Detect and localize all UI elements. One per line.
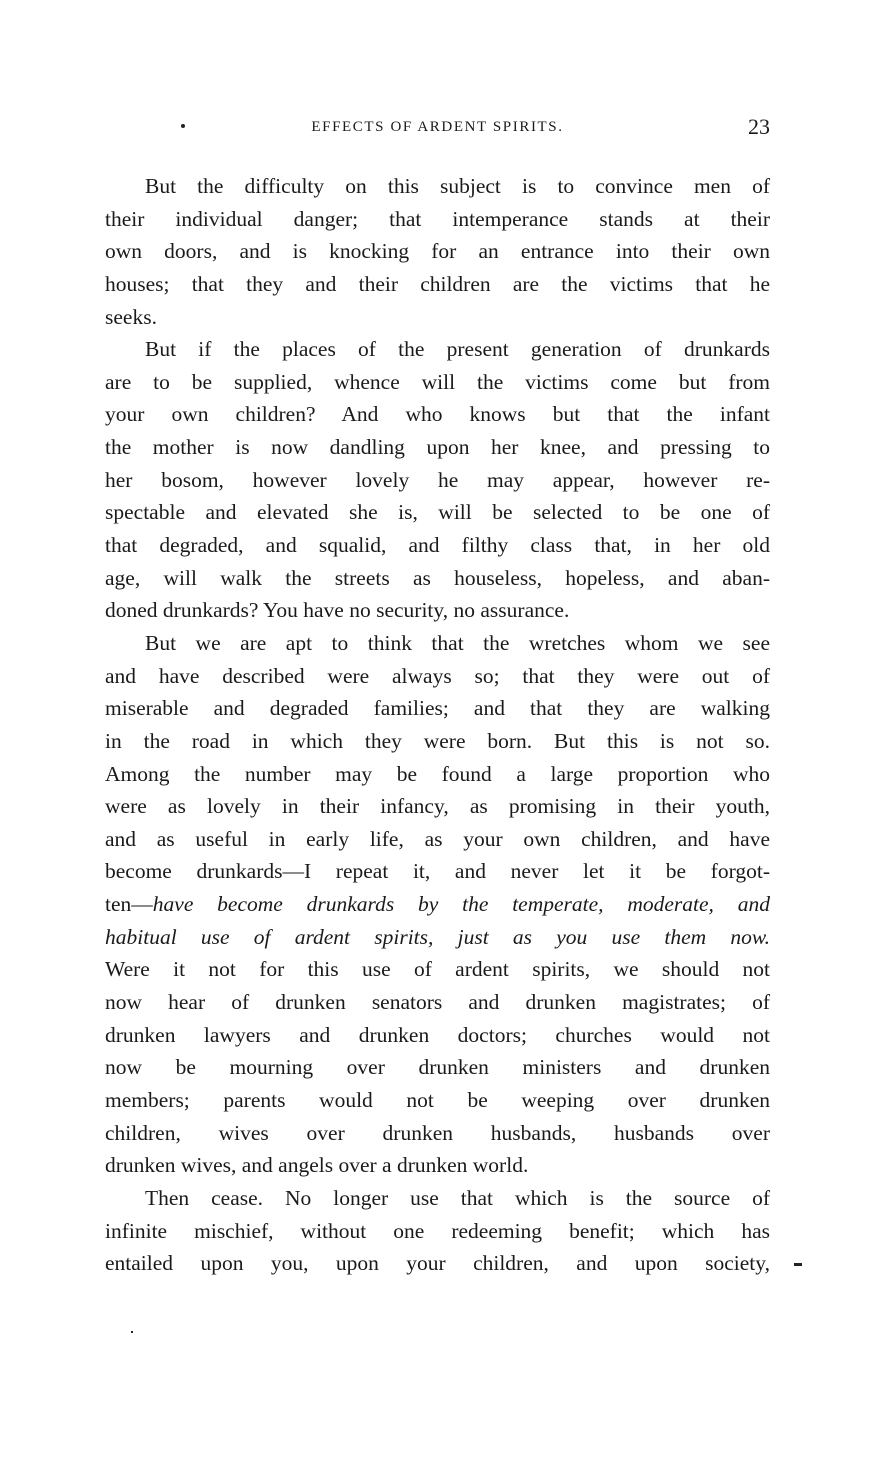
text-line: drunken lawyers and drunken doctors; churches would not — [105, 1022, 770, 1047]
text-line: seeks. — [105, 304, 157, 329]
text-line: that degraded, and squalid, and filthy class that, in her old — [105, 533, 770, 558]
text-line: Were it not for this use of ardent spirits, we should not — [105, 957, 770, 982]
text-line: her bosom, however lovely he may appear, however re- — [105, 467, 770, 492]
running-title: EFFECTS OF ARDENT SPIRITS. — [311, 119, 564, 135]
text-line: now hear of drunken senators and drunken magistrates; of — [105, 990, 770, 1015]
running-header — [105, 114, 770, 142]
text-line: entailed upon you, upon your children, and upon society, — [105, 1251, 770, 1276]
text-line: children, wives over drunken husbands, husbands over — [105, 1120, 770, 1145]
text-line: But we are apt to think that the wretches whom we see — [145, 630, 770, 655]
text-line: miserable and degraded families; and that they are walking — [105, 696, 770, 721]
text-line: now be mourning over drunken ministers and drunken — [105, 1055, 770, 1080]
text-line: their individual danger; that intemperance stands at their — [105, 206, 770, 231]
text-line: infinite mischief, without one redeeming benefit; which has — [105, 1218, 770, 1243]
text-line: age, will walk the streets as houseless, hopeless, and aban- — [105, 565, 770, 590]
page-number: 23 — [748, 114, 770, 139]
text-line: Among the number may be found a large proportion who — [105, 761, 770, 786]
text-line: in the road in which they were born. But this is not so. — [105, 728, 770, 753]
text-line: members; parents would not be weeping over drunken — [105, 1087, 770, 1112]
text-line: are to be supplied, whence will the victims come but from — [105, 369, 770, 394]
text-line: doned drunkards? You have no security, no assurance. — [105, 598, 570, 623]
text-line — [105, 888, 770, 921]
text-line: own doors, and is knocking for an entrance into their own — [105, 239, 770, 264]
text-segment: ten— — [105, 892, 153, 917]
text-line: Then cease. No longer use that which is the source of — [145, 1185, 770, 1210]
text-line: and have described were always so; that they were out of — [105, 663, 770, 688]
text-line: and as useful in early life, as your own children, and have — [105, 826, 770, 851]
text-line — [105, 921, 770, 954]
italic-text-segment: habitual use of ardent spirits, just as you use them now. — [105, 924, 770, 949]
text-line: houses; that they and their children are the victims that he — [105, 271, 770, 296]
scan-speck — [794, 1263, 802, 1266]
text-line: the mother is now dandling upon her knee, and pressing to — [105, 435, 770, 460]
italic-text-segment: have become drunkards by the temperate, moderate, and — [152, 892, 770, 917]
text-line: drunken wives, and angels over a drunken world. — [105, 1153, 529, 1178]
text-line: But the difficulty on this subject is to convince men of — [145, 174, 770, 198]
text-line: were as lovely in their infancy, as promising in their youth, — [105, 794, 770, 819]
page-body-text — [105, 170, 770, 1280]
scan-speck — [131, 1331, 133, 1333]
text-line: But if the places of the present generation of drunkards — [145, 337, 770, 362]
text-line: your own children? And who knows but that the infant — [105, 402, 770, 427]
text-line: spectable and elevated she is, will be selected to be one of — [105, 500, 770, 525]
text-line: become drunkards—I repeat it, and never let it be forgot- — [105, 859, 770, 884]
